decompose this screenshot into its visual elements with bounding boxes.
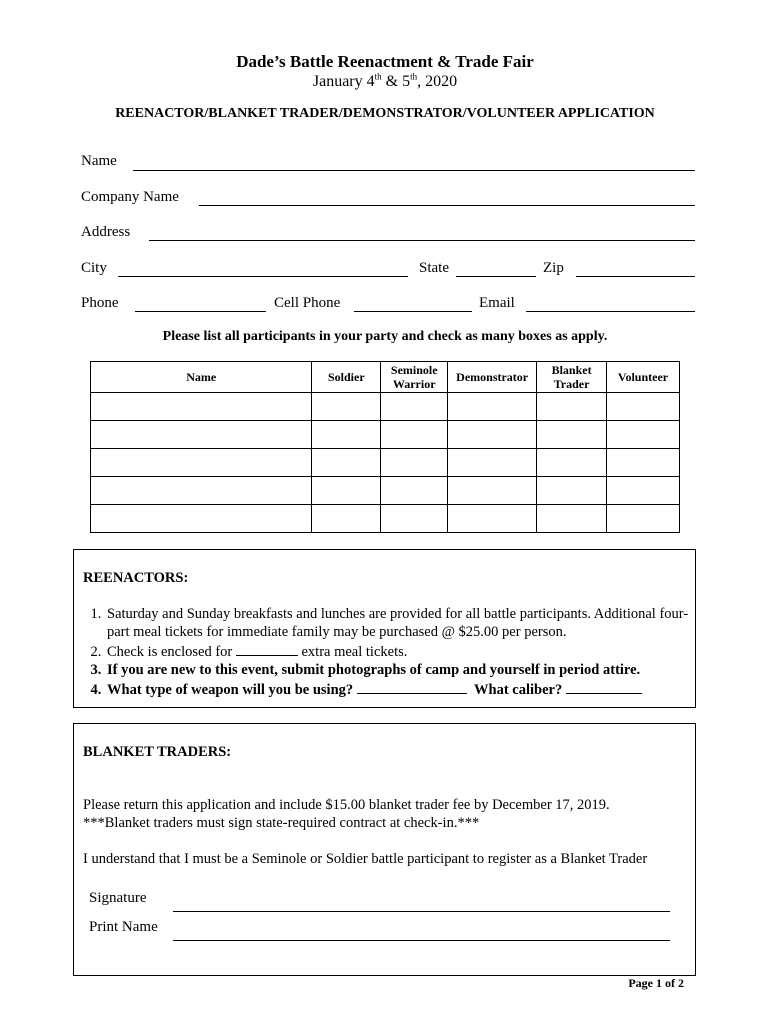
event-date: January 4th & 5th, 2020: [312, 71, 458, 90]
fee-instructions: Please return this application and include $15.00 blanket trader fee by December 17, 2019.: [83, 797, 610, 813]
participant-name-cell[interactable]: [91, 477, 312, 505]
blanket-trader-checkbox[interactable]: [537, 505, 607, 533]
blanket-trader-checkbox[interactable]: [537, 477, 607, 505]
name-field[interactable]: [133, 170, 695, 171]
state-field[interactable]: [456, 276, 536, 277]
table-row: [91, 477, 680, 505]
blanket-traders-section: [73, 723, 696, 976]
address-label: Address: [81, 224, 131, 240]
volunteer-checkbox[interactable]: [607, 449, 680, 477]
phone-label: Phone: [81, 295, 119, 311]
cell-phone-label: Cell Phone: [274, 295, 341, 311]
form-subtitle: REENACTOR/BLANKET TRADER/DEMONSTRATOR/VOLUNTEER APPLICATION: [115, 106, 655, 121]
list-item: 2. Check is enclosed for extra meal tickets.: [105, 641, 691, 661]
table-row: [91, 505, 680, 533]
participants-instruction: Please list all participants in your party and check as many boxes as apply.: [162, 329, 608, 344]
zip-field[interactable]: [576, 276, 695, 277]
col-header-soldier: Soldier: [312, 362, 381, 393]
blanket-trader-checkbox[interactable]: [537, 393, 607, 421]
soldier-checkbox[interactable]: [312, 393, 381, 421]
weapon-field[interactable]: [357, 679, 467, 694]
list-item: 1. Saturday and Sunday breakfasts and lunches are provided for all battle participants. Additional four-part meal tickets for immediate family may be purchased @ $25.00 per person.: [105, 605, 691, 641]
table-row: [91, 393, 680, 421]
print-name-label: Print Name: [89, 919, 158, 935]
participant-requirement: I understand that I must be a Seminole or Soldier battle participant to register as a Blanket Trader: [83, 851, 648, 867]
blanket-trader-checkbox[interactable]: [537, 421, 607, 449]
city-field[interactable]: [118, 276, 408, 277]
meal-tickets-field[interactable]: [236, 641, 298, 656]
signature-label: Signature: [89, 890, 147, 906]
col-header-volunteer: Volunteer: [607, 362, 680, 393]
soldier-checkbox[interactable]: [312, 505, 381, 533]
col-header-blanket-trader: Blanket Trader: [537, 362, 607, 393]
state-label: State: [419, 260, 449, 276]
volunteer-checkbox[interactable]: [607, 477, 680, 505]
reenactors-heading: REENACTORS:: [83, 570, 189, 586]
demonstrator-checkbox[interactable]: [448, 449, 537, 477]
blanket-traders-heading: BLANKET TRADERS:: [83, 744, 232, 760]
soldier-checkbox[interactable]: [312, 421, 381, 449]
name-label: Name: [81, 153, 117, 169]
blanket-trader-checkbox[interactable]: [537, 449, 607, 477]
phone-field[interactable]: [135, 311, 266, 312]
volunteer-checkbox[interactable]: [607, 393, 680, 421]
participant-name-cell[interactable]: [91, 421, 312, 449]
table-header-row: [91, 362, 680, 393]
print-name-field[interactable]: [173, 940, 670, 941]
seminole-warrior-checkbox[interactable]: [381, 477, 448, 505]
contract-notice: ***Blanket traders must sign state-required contract at check-in.***: [83, 815, 480, 831]
participant-name-cell[interactable]: [91, 505, 312, 533]
col-header-seminole-warrior: Seminole Warrior: [381, 362, 448, 393]
col-header-demonstrator: Demonstrator: [448, 362, 537, 393]
form-title: Dade’s Battle Reenactment & Trade Fair: [236, 52, 534, 71]
caliber-field[interactable]: [566, 679, 642, 694]
email-label: Email: [479, 295, 515, 311]
volunteer-checkbox[interactable]: [607, 421, 680, 449]
page-number: Page 1 of 2: [628, 976, 684, 990]
participant-name-cell[interactable]: [91, 393, 312, 421]
list-item: 4. What type of weapon will you be using? What caliber?: [105, 679, 691, 699]
city-label: City: [81, 260, 107, 276]
demonstrator-checkbox[interactable]: [448, 393, 537, 421]
table-row: [91, 421, 680, 449]
volunteer-checkbox[interactable]: [607, 505, 680, 533]
soldier-checkbox[interactable]: [312, 449, 381, 477]
demonstrator-checkbox[interactable]: [448, 505, 537, 533]
seminole-warrior-checkbox[interactable]: [381, 505, 448, 533]
signature-field[interactable]: [173, 911, 670, 912]
seminole-warrior-checkbox[interactable]: [381, 449, 448, 477]
seminole-warrior-checkbox[interactable]: [381, 393, 448, 421]
seminole-warrior-checkbox[interactable]: [381, 421, 448, 449]
cell-phone-field[interactable]: [354, 311, 472, 312]
col-header-name: Name: [91, 362, 312, 393]
company-name-label: Company Name: [81, 189, 179, 205]
table-row: [91, 449, 680, 477]
company-name-field[interactable]: [199, 205, 695, 206]
reenactors-section: [73, 549, 696, 708]
participants-table: [90, 361, 680, 533]
reenactors-list: [83, 605, 691, 699]
list-item: 3. If you are new to this event, submit photographs of camp and yourself in period attire.: [105, 661, 691, 679]
participant-name-cell[interactable]: [91, 449, 312, 477]
demonstrator-checkbox[interactable]: [448, 421, 537, 449]
zip-label: Zip: [543, 260, 564, 276]
demonstrator-checkbox[interactable]: [448, 477, 537, 505]
address-field[interactable]: [149, 240, 695, 241]
soldier-checkbox[interactable]: [312, 477, 381, 505]
email-field[interactable]: [526, 311, 695, 312]
